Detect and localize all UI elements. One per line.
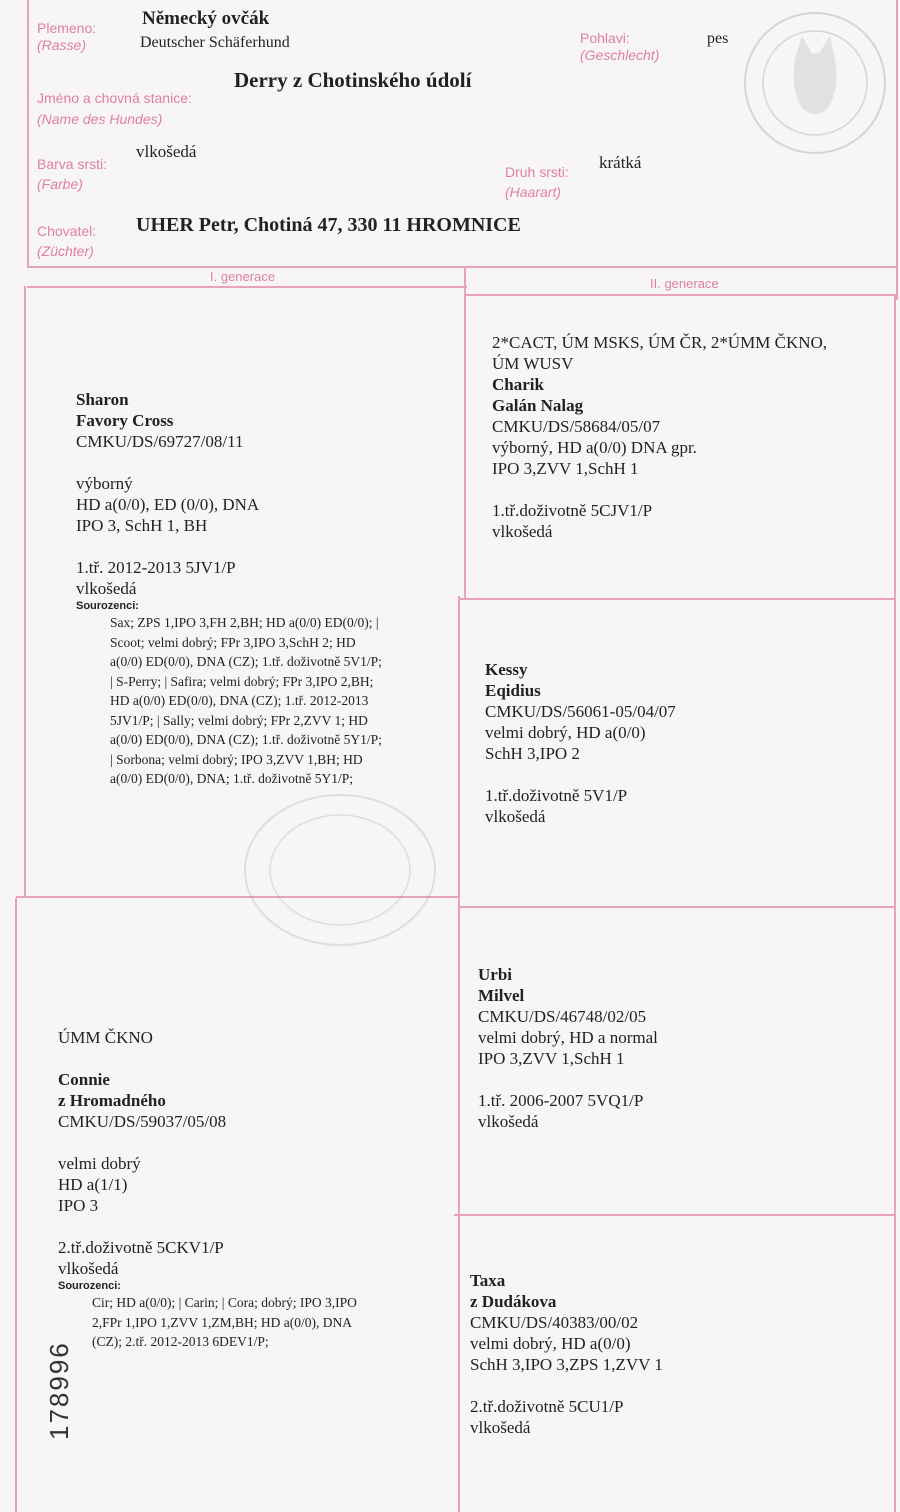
left-col-edge [24,286,26,898]
dam-kennel: z Hromadného [58,1091,166,1110]
registry-number: 178996 [44,1341,74,1440]
breeder-value: UHER Petr, Chotiná 47, 330 11 HROMNICE [136,214,521,236]
sire-sibling-line: a(0/0) ED(0/0), DNA (CZ); 1.tř. doživotně 5Y1/P; [110,732,382,747]
dam-titles: ÚMM ČKNO [58,1028,153,1047]
dam-rating: velmi dobrý [58,1154,141,1173]
dd-exams: SchH 3,IPO 3,ZPS 1,ZVV 1 [470,1355,663,1374]
sire-cell [76,389,451,789]
breed-label-de: (Rasse) [37,37,87,53]
faded-stamp [240,790,440,950]
sire-color: vlkošedá [76,579,137,598]
ds-rating: velmi dobrý, HD a normal [478,1028,658,1047]
club-seal-logo [740,8,890,158]
sire-kennel: Favory Cross [76,411,174,430]
right-col-edge [894,296,896,1512]
sex-label [580,30,659,64]
sire-breeding-class: 1.tř. 2012-2013 5JV1/P [76,558,236,577]
ss-titles-2: ÚM WUSV [492,354,574,373]
color-label [37,156,107,193]
sire-sibling-line: 5JV1/P; | Sally; velmi dobrý; FPr 2,ZVV 1; HD [110,712,368,728]
frame-right [896,0,898,300]
dd-breeding-class: 2.tř.doživotně 5CU1/P [470,1397,624,1416]
name-label [37,90,192,128]
ds-exams: IPO 3,ZVV 1,SchH 1 [478,1049,625,1068]
ds-breeding-class: 1.tř. 2006-2007 5VQ1/P [478,1091,644,1110]
dams-sire-cell [478,964,878,1132]
sd-breeding-class: 1.tř.doživotně 5V1/P [485,786,628,805]
sire-sibling-line: HD a(0/0) ED(0/0), DNA (CZ); 1.tř. 2012-2013 [110,693,369,708]
dam-reg: CMKU/DS/59037/05/08 [58,1112,227,1131]
sd-ds-divider [458,906,896,908]
sire-sibling-line: | Sorbona; velmi dobrý; IPO 3,ZVV 1,BH; HD [110,751,363,767]
ss-kennel: Galán Nalag [492,396,584,415]
breeder-label-de: (Züchter) [37,243,94,259]
color-label-cz: Barva srsti: [37,156,108,172]
ds-kennel: Milvel [478,986,525,1005]
sex-value: pes [707,30,729,47]
ss-sd-divider [460,598,896,600]
dam-siblings-heading: Sourozenci: [58,1280,121,1292]
breed-label [37,20,96,54]
ds-reg: CMKU/DS/46748/02/05 [478,1007,647,1026]
dam-cell [58,1027,448,1352]
ss-titles: 2*CACT, ÚM MSKS, ÚM ČR, 2*ÚMM ČKNO, [492,333,828,352]
sire-reg: CMKU/DS/69727/08/11 [76,432,244,451]
sd-rating: velmi dobrý, HD a(0/0) [485,723,646,742]
dam-color: vlkošedá [58,1259,119,1278]
ss-color: vlkošedá [492,522,553,541]
sires-sire-cell [492,332,887,542]
name-label-de: (Name des Hundes) [37,111,163,127]
coat-value: krátká [599,153,642,172]
ss-exams: IPO 3,ZVV 1,SchH 1 [492,459,639,478]
sires-dam-cell [485,659,880,827]
dam-name: Connie [58,1070,110,1089]
sex-label-de: (Geschlecht) [580,47,660,63]
col-divider [458,596,460,1512]
ds-name: Urbi [478,965,512,984]
dam-exams: IPO 3 [58,1196,99,1215]
dd-reg: CMKU/DS/40383/00/02 [470,1313,639,1332]
sire-sibling-line: a(0/0) ED(0/0), DNA; 1.tř. doživotně 5Y1/P; [110,771,353,786]
name-label-cz: Jméno a chovná stanice: [37,90,192,106]
ds-dd-divider [454,1214,894,1216]
first-generation-label: I. generace [210,269,276,284]
coat-label [505,164,569,201]
sex-label-cz: Pohlavi: [580,30,630,46]
breed-cz: Německý ovčák [142,8,270,29]
dd-rating: velmi dobrý, HD a(0/0) [470,1334,631,1353]
gen-label-line-right [465,294,897,296]
ds-color: vlkošedá [478,1112,539,1131]
header-bottom-line [27,266,897,268]
sd-reg: CMKU/DS/56061-05/04/07 [485,702,676,721]
ss-rating: výborný, HD a(0/0) DNA gpr. [492,438,697,457]
dam-sibling-line: Cir; HD a(0/0); | Carin; | Cora; dobrý; IPO 3,IPO [92,1295,357,1310]
breed-label-cz: Plemeno: [37,20,97,36]
dam-health: HD a(1/1) [58,1175,128,1194]
sd-name: Kessy [485,660,528,679]
dam-sibling-line: (CZ); 2.tř. 2012-2013 6DEV1/P; [92,1334,269,1349]
color-label-de: (Farbe) [37,176,83,192]
dd-color: vlkošedá [470,1418,531,1437]
sire-health: HD a(0/0), ED (0/0), DNA [76,495,260,514]
dd-name: Taxa [470,1271,506,1290]
ss-reg: CMKU/DS/58684/05/07 [492,417,661,436]
ss-breeding-class: 1.tř.doživotně 5CJV1/P [492,501,653,520]
dd-kennel: z Dudákova [470,1292,557,1311]
left-col-edge-lower [15,898,17,1512]
sire-exams: IPO 3, SchH 1, BH [76,516,208,535]
breed-de: Deutscher Schäferhund [140,34,290,51]
gen-label-line [27,286,467,288]
sire-sibling-line: | S-Perry; | Safira; velmi dobrý; FPr 3,IPO 2,BH; [110,673,374,689]
coat-label-cz: Druh srsti: [505,164,569,180]
coat-label-de: (Haarart) [505,184,562,200]
frame-left [27,0,29,268]
sire-sibling-line: a(0/0) ED(0/0), DNA (CZ); 1.tř. doživotně 5V1/P; [110,654,382,669]
sire-name: Sharon [76,390,129,409]
dog-name: Derry z Chotinského údolí [234,68,472,92]
dam-sibling-line: 2,FPr 1,IPO 1,ZVV 1,ZM,BH; HD a(0/0), DNA [92,1314,353,1330]
sd-kennel: Eqidius [485,681,541,700]
color-value: vlkošedá [136,142,197,161]
sire-sibling-line: Scoot; velmi dobrý; FPr 3,IPO 3,SchH 2; HD [110,634,356,650]
second-generation-label: II. generace [650,276,719,291]
sire-siblings-heading: Sourozenci: [76,600,139,612]
sd-exams: SchH 3,IPO 2 [485,744,580,763]
gen-divider [464,268,466,598]
dams-dam-cell [470,1270,875,1438]
dam-breeding-class: 2.tř.doživotně 5CKV1/P [58,1238,224,1257]
ss-name: Charik [492,375,544,394]
breeder-label [37,223,96,260]
sire-rating: výborný [76,474,133,493]
breeder-label-cz: Chovatel: [37,223,97,239]
sire-sibling-line: Sax; ZPS 1,IPO 3,FH 2,BH; HD a(0/0) ED(0/0); | [110,615,379,630]
sd-color: vlkošedá [485,807,546,826]
